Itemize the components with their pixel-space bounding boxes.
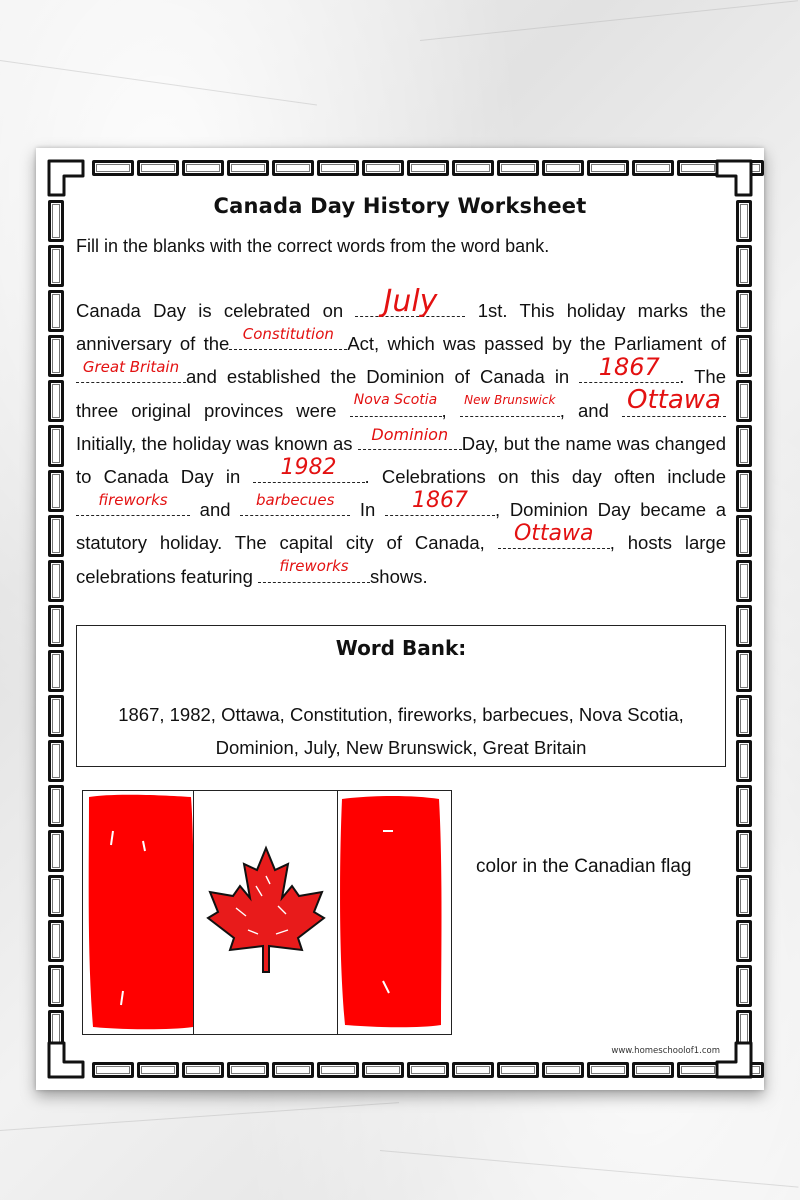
border-brick: [632, 1062, 674, 1078]
border-brick: [587, 160, 629, 176]
border-brick: [452, 1062, 494, 1078]
border-brick: [48, 290, 64, 332]
handwritten-answer: 1867: [598, 353, 660, 382]
border-brick: [48, 425, 64, 467]
border-brick: [48, 875, 64, 917]
handwritten-answer: fireworks: [279, 557, 349, 576]
border-brick: [92, 1062, 134, 1078]
border-brick: [317, 1062, 359, 1078]
border-brick: [48, 245, 64, 287]
border-brick: [736, 830, 752, 872]
border-brick: [736, 245, 752, 287]
left-red-band: [89, 795, 194, 1030]
passage-text: Day, but the name was changed to Canada Day in: [76, 432, 726, 488]
border-brick: [48, 695, 64, 737]
passage-text: and: [190, 499, 241, 521]
answer-blank[interactable]: [460, 393, 560, 417]
answer-blank[interactable]: [76, 358, 186, 383]
border-brick: [137, 1062, 179, 1078]
handwritten-answer: New Brunswick: [464, 393, 556, 408]
border-brick: [542, 1062, 584, 1078]
handwritten-answer: Nova Scotia: [353, 392, 438, 409]
border-corner: [46, 1040, 86, 1080]
handwritten-answer: 1982: [280, 454, 337, 480]
border-brick: [317, 160, 359, 176]
answer-blank[interactable]: [253, 454, 365, 483]
handwritten-answer: Dominion: [371, 424, 449, 444]
border-brick: [736, 425, 752, 467]
border-brick: [48, 785, 64, 827]
border-brick: [48, 380, 64, 422]
border-brick: [48, 965, 64, 1007]
answer-blank[interactable]: [385, 488, 495, 516]
border-brick: [272, 1062, 314, 1078]
website-credit: www.homeschoolof1.com: [611, 1046, 720, 1056]
worksheet-page: [36, 148, 764, 1090]
border-brick: [48, 470, 64, 512]
border-brick: [736, 290, 752, 332]
passage-text: . The three original provinces were: [76, 366, 726, 421]
border-brick: [677, 160, 719, 176]
border-brick: [736, 560, 752, 602]
border-brick: [227, 160, 269, 176]
passage-text: Act, which was passed by the Parliament of: [347, 333, 726, 355]
border-corner: [714, 1040, 754, 1080]
border-brick: [137, 160, 179, 176]
border-brick: [48, 650, 64, 692]
border-brick: [736, 785, 752, 827]
passage-text: , Dominion Day became a statutory holiday. The capital city of Canada,: [76, 499, 726, 554]
border-brick: [736, 740, 752, 782]
passage-text: ,: [441, 399, 460, 421]
handwritten-answer: 1867: [412, 488, 468, 514]
border-brick: [736, 605, 752, 647]
handwritten-answer: Ottawa: [513, 521, 594, 547]
border-brick: [736, 920, 752, 962]
word-bank-words: 1867, 1982, Ottawa, Constitution, fireworks, barbecues, Nova Scotia, Dominion, July, New Brunswick, Great Britain: [118, 704, 684, 758]
border-brick: [542, 160, 584, 176]
answer-blank[interactable]: [76, 491, 190, 516]
border-brick: [736, 650, 752, 692]
handwritten-answer: Ottawa: [627, 385, 721, 416]
passage-text: , and: [559, 399, 622, 421]
passage-text: In: [350, 499, 385, 521]
answer-blank[interactable]: [579, 353, 679, 383]
answer-blank[interactable]: [498, 521, 610, 549]
flag-divider-left: [193, 791, 194, 1034]
passage-text: shows.: [370, 565, 428, 587]
border-brick: [48, 560, 64, 602]
border-brick: [92, 160, 134, 176]
answer-blank[interactable]: [350, 392, 442, 417]
instructions: Fill in the blanks with the correct words from the word bank.: [76, 236, 550, 256]
border-brick: [362, 1062, 404, 1078]
border-brick: [407, 160, 449, 176]
answer-blank[interactable]: [229, 325, 347, 350]
answer-blank[interactable]: [355, 283, 465, 319]
canadian-flag-coloring: [82, 790, 452, 1035]
handwritten-answer: Constitution: [242, 325, 334, 343]
border-brick: [182, 1062, 224, 1078]
border-brick: [48, 830, 64, 872]
answer-blank[interactable]: [622, 385, 726, 417]
border-brick: [48, 740, 64, 782]
border-brick: [227, 1062, 269, 1078]
fill-in-passage: [76, 283, 727, 593]
handwritten-answer: Great Britain: [82, 358, 180, 377]
border-corner: [714, 158, 754, 198]
border-brick: [736, 875, 752, 917]
handwritten-answer: fireworks: [98, 491, 168, 510]
border-brick: [362, 160, 404, 176]
passage-text: , hosts large celebrations featuring: [76, 532, 726, 587]
flag-caption: color in the Canadian flag: [476, 856, 692, 877]
border-brick: [632, 160, 674, 176]
passage-text: and established the Dominion of Canada in: [186, 366, 580, 388]
border-brick: [677, 1062, 719, 1078]
passage-text: Initially, the holiday was known as: [76, 432, 358, 454]
border-brick: [497, 160, 539, 176]
worksheet-title: Canada Day History Worksheet: [213, 194, 587, 218]
answer-blank[interactable]: [258, 557, 370, 583]
border-brick: [736, 695, 752, 737]
passage-text: . Celebrations on this day often include: [364, 466, 726, 488]
border-brick: [497, 1062, 539, 1078]
border-brick: [736, 380, 752, 422]
border-brick: [272, 160, 314, 176]
border-brick: [736, 515, 752, 557]
border-brick: [736, 965, 752, 1007]
flag-divider-right: [337, 791, 338, 1034]
flag-drawing: [83, 791, 450, 1033]
border-brick: [182, 160, 224, 176]
border-brick: [736, 335, 752, 377]
border-brick: [452, 160, 494, 176]
handwritten-answer: barbecues: [256, 491, 335, 510]
maple-leaf-icon: [208, 848, 324, 972]
word-bank-box: [76, 625, 726, 767]
border-brick: [48, 920, 64, 962]
border-brick: [48, 335, 64, 377]
border-brick: [48, 515, 64, 557]
border-brick: [48, 605, 64, 647]
answer-blank[interactable]: [240, 491, 350, 516]
handwritten-answer: July: [383, 283, 438, 319]
passage-text: Canada Day is celebrated on: [76, 300, 356, 321]
border-brick: [736, 470, 752, 512]
answer-blank[interactable]: [358, 424, 462, 450]
border-brick: [587, 1062, 629, 1078]
border-corner: [46, 158, 86, 198]
border-brick: [407, 1062, 449, 1078]
passage-text: 1st. This holiday marks the anniversary of the: [76, 300, 727, 355]
word-bank-title: Word Bank:: [335, 636, 467, 660]
